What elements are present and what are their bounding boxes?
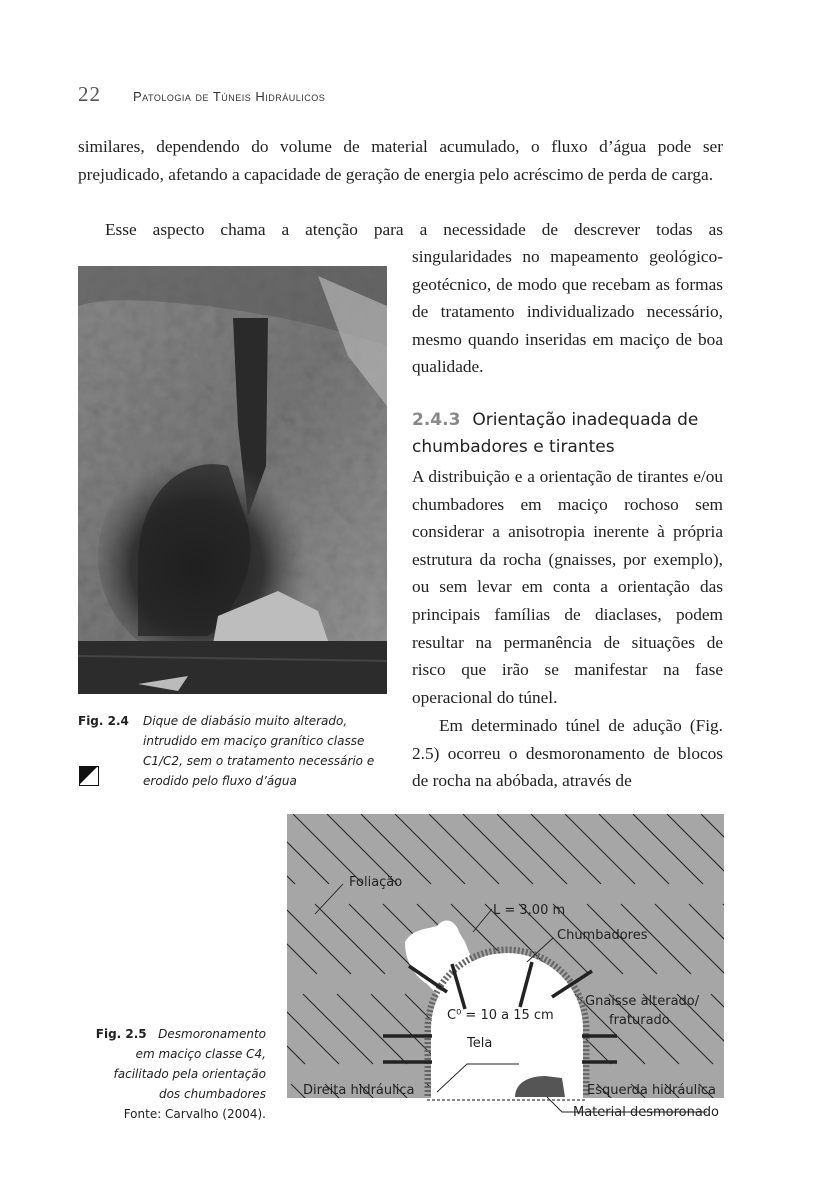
figure-caption-text: Dique de diabásio muito alterado, intrudido em maciço granítico classe C1/C2, sem o tratamento necessário e erodido pelo fluxo d’água [143,714,375,788]
paragraph-2-line1: Esse aspecto chama a atenção para a necessidade de descrever todas as [105,220,723,239]
paragraph-2-rest: singularidades no mapeamento geológico-geotécnico, de modo que recebam as formas de tratamento individualizado necessário, mesmo quando inseridas em maciço de boa qualidade. [412,247,723,377]
figure-source: Fonte: Carvalho (2004). [123,1107,266,1121]
caption-line: Desmoronamento [158,1027,266,1041]
label-shotcrete: C⁰ = 10 a 15 cm [447,1008,554,1023]
section-heading [412,407,732,461]
color-figure-icon [79,766,99,786]
figure-2-5-diagram [287,814,724,1128]
section-number: 2.4.3 [412,410,461,430]
figure-2-4-photo [78,266,387,694]
figure-2-5-caption [70,1024,266,1124]
label-length: L = 3,00 m [493,903,566,918]
label-right-side: Direita hidráulica [303,1083,415,1098]
figure-label: Fig. 2.4 [78,714,129,728]
figure-2-4-caption [78,711,388,791]
paragraph-1: similares, dependendo do volume de material acumulado, o fluxo d’água pode ser prejudicado, afetando a capacidade de geração de energia pelo acréscimo de perda de carga. [78,137,723,184]
running-head [78,82,325,107]
figure-label: Fig. 2.5 [95,1027,147,1041]
label-rock: Gnaisse alterado/ [585,994,700,1009]
paragraph-3: A distribuição e a orientação de tirantes e/ou chumbadores em maciço rochoso sem considerar a anisotropia inerente à própria estrutura da rocha (gnaisses, por exemplo), ou sem levar em conta a orientação das principais famílias de diaclases, podem resultar na permanência de situações de risco que irão se manifestar na fase operacional do túnel. [412,467,723,707]
label-collapsed-material: Material desmoronado [573,1105,720,1120]
label-rock-2: fraturado [609,1013,670,1028]
page-number: 22 [78,82,101,106]
caption-line: dos chumbadores [158,1087,266,1101]
label-foliation: Foliação [349,875,403,890]
book-title: Patologia de Túneis Hidráulicos [133,89,326,104]
caption-line: em maciço classe C4, [135,1047,266,1061]
section-title: Orientação inadequada de chumbadores e tirantes [412,410,699,457]
label-left-side: Esquerda hidráulica [587,1083,716,1098]
label-bolts: Chumbadores [557,928,648,943]
label-mesh: Tela [467,1036,493,1051]
paragraph-4: Em determinado túnel de adução (Fig. 2.5) ocorreu o desmoronamento de blocos de rocha na abóbada, através de [412,716,723,791]
caption-line: facilitado pela orientação [113,1067,266,1081]
